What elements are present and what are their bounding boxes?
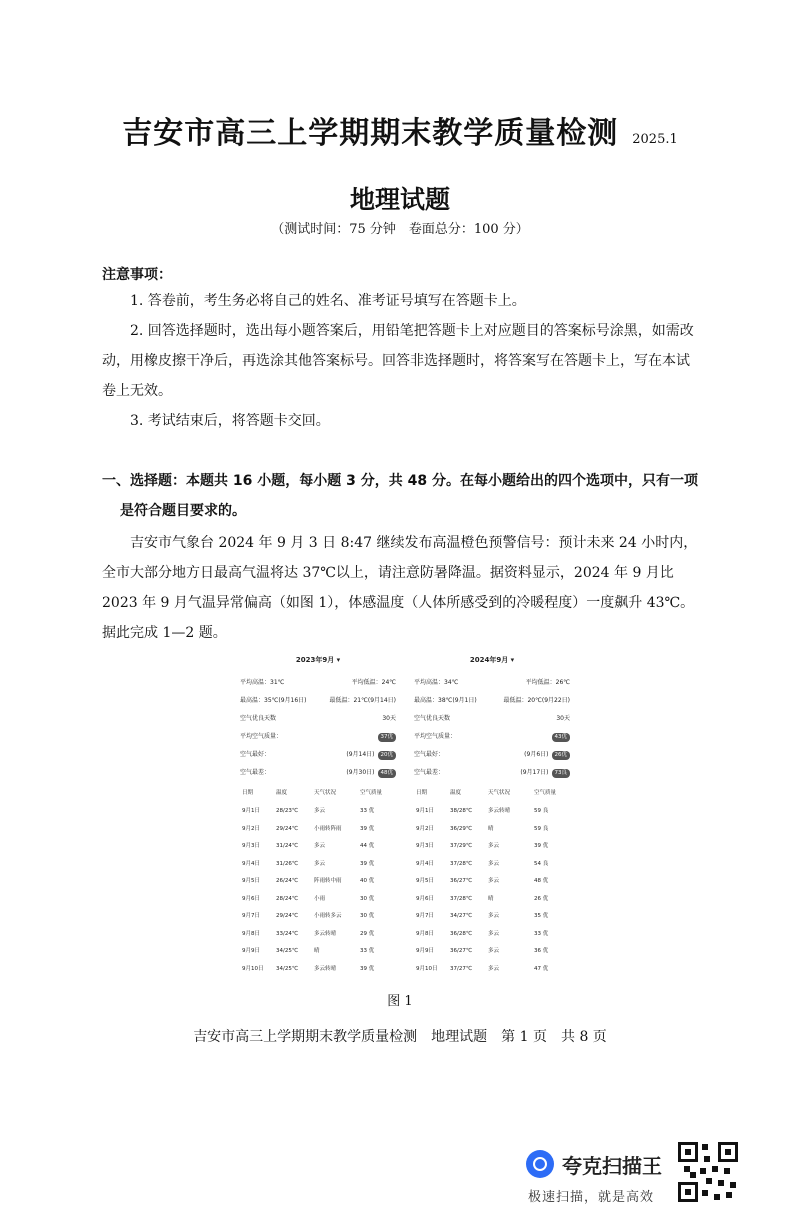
table-row (412, 963, 572, 975)
table-header (238, 787, 398, 799)
cell-weather: 多云 (488, 860, 500, 867)
cell-aq: 29 优 (360, 930, 375, 937)
cell-temp: 37/28℃ (450, 895, 473, 902)
cell-date: 9月4日 (242, 860, 260, 867)
cell-date: 9月10日 (242, 965, 264, 972)
cell-temp: 34/25℃ (276, 965, 299, 972)
cell-weather: 多云转晴 (488, 808, 511, 814)
worst-aq-date: (9月30日) (346, 769, 375, 776)
good-days-label: 空气优良天数 (240, 715, 277, 722)
extreme-temp-row (412, 695, 572, 707)
th-weather: 天气状况 (488, 790, 511, 796)
cell-date: 9月5日 (242, 878, 260, 884)
cell-aq: 33 优 (360, 808, 375, 814)
quark-logo-icon (526, 1150, 554, 1178)
table-row (238, 823, 398, 835)
best-aq-date: (9月14日) (346, 751, 375, 758)
cell-temp: 28/23℃ (276, 808, 299, 814)
cell-date: 9月3日 (416, 843, 434, 849)
avg-aq-label: 平均空气质量： (240, 733, 283, 740)
table-row (412, 858, 572, 870)
avg-aq-badge: 37优 (378, 733, 397, 742)
avg-temp-row (238, 677, 398, 689)
table-row (412, 893, 572, 905)
good-days-value: 30天 (382, 715, 396, 722)
th-temp: 温度 (276, 790, 288, 796)
cell-weather: 小雨转阵雨 (314, 825, 342, 832)
cell-weather: 多云 (314, 843, 326, 849)
good-days-label: 空气优良天数 (414, 715, 451, 722)
cell-date: 9月10日 (416, 965, 438, 972)
table-row (238, 963, 398, 975)
th-temp: 温度 (450, 790, 462, 796)
cell-aq: 39 优 (360, 825, 375, 832)
min-low: 最低温：20℃(9月22日) (503, 697, 570, 704)
exam-date: 2025.1 (632, 132, 678, 147)
notice-item-1: 1. 答卷前，考生务必将自己的姓名、准考证号填写在答题卡上。 (130, 293, 526, 309)
cell-aq: 59 良 (534, 808, 549, 814)
cell-aq: 26 优 (534, 895, 549, 902)
worst-aq-row (238, 767, 398, 779)
max-high: 最高温：35℃(9月16日) (240, 697, 307, 704)
table-row (238, 893, 398, 905)
cell-date: 9月2日 (242, 825, 260, 832)
best-aq-label: 空气最好： (240, 751, 271, 758)
figure-1 (232, 655, 576, 977)
worst-aq-badge: 48优 (378, 769, 397, 778)
avg-aq-row (412, 731, 572, 743)
table-row (412, 875, 572, 887)
cell-date: 9月7日 (242, 913, 260, 919)
cell-aq: 39 优 (360, 860, 375, 867)
main-title (0, 108, 800, 152)
cell-weather: 多云 (314, 860, 326, 867)
cell-aq: 33 优 (534, 930, 549, 937)
cell-temp: 38/28℃ (450, 808, 473, 814)
qr-code-icon (678, 1142, 738, 1202)
cell-weather: 多云 (488, 965, 500, 972)
cell-aq: 30 优 (360, 913, 375, 919)
worst-aq-date: (9月17日) (520, 769, 549, 776)
table-row (412, 945, 572, 957)
cell-weather: 小雨转多云 (314, 913, 342, 919)
cell-weather: 多云 (488, 948, 500, 954)
cell-weather: 多云 (488, 878, 500, 884)
avg-high: 平均高温：34℃ (414, 679, 459, 686)
cell-temp: 36/28℃ (450, 930, 473, 937)
cell-temp: 29/24℃ (276, 825, 299, 832)
cell-weather: 晴 (314, 948, 320, 954)
min-low: 最低温：21℃(9月14日) (329, 697, 396, 704)
table-row (238, 805, 398, 817)
th-date: 日期 (242, 790, 254, 796)
cell-date: 9月1日 (242, 808, 260, 814)
cell-weather: 多云 (314, 808, 326, 814)
table-row (238, 858, 398, 870)
cell-weather: 多云 (488, 930, 500, 937)
cell-aq: 40 优 (360, 878, 375, 884)
cell-date: 9月4日 (416, 860, 434, 867)
notice-item-2: 2. 回答选择题时，选出每小题答案后，用铅笔把答题卡上对应题目的答案标号涂黑，如需改动，用橡皮擦干净后，再选涂其他答案标号。回答非选择题时，将答案写在答题卡上，写在本试卷上无效。 (102, 323, 694, 399)
table-row (412, 928, 572, 940)
watermark-slogan: 极速扫描，就是高效 (528, 1190, 655, 1205)
avg-temp-row (412, 677, 572, 689)
cell-weather: 多云转晴 (314, 930, 337, 937)
best-aq-label: 空气最好： (414, 751, 445, 758)
main-title-text: 吉安市高三上学期期末教学质量检测 (122, 116, 619, 151)
th-weather: 天气状况 (314, 790, 337, 796)
cell-temp: 26/24℃ (276, 878, 299, 884)
avg-low: 平均低温：26℃ (525, 679, 570, 686)
cell-temp: 28/24℃ (276, 895, 299, 902)
table-row (412, 910, 572, 922)
cell-aq: 44 优 (360, 843, 375, 849)
cell-aq: 54 良 (534, 860, 549, 867)
cell-temp: 34/27℃ (450, 913, 473, 919)
cell-aq: 36 优 (534, 948, 549, 954)
worst-aq-label: 空气最差： (414, 769, 445, 776)
worst-aq-badge: 73良 (552, 769, 571, 778)
cell-date: 9月1日 (416, 808, 434, 814)
best-aq-row (238, 749, 398, 761)
table-row (238, 910, 398, 922)
watermark-name: 夸克扫描王 (562, 1154, 662, 1178)
cell-temp: 37/28℃ (450, 860, 473, 867)
good-days-row (238, 713, 398, 725)
worst-aq-row (412, 767, 572, 779)
cell-date: 9月6日 (242, 895, 260, 902)
extreme-temp-row (238, 695, 398, 707)
th-date: 日期 (416, 790, 428, 796)
panel-2024 (412, 655, 572, 975)
cell-temp: 36/27℃ (450, 878, 473, 884)
cell-aq: 30 优 (360, 895, 375, 902)
best-aq-badge: 26优 (552, 751, 571, 760)
best-aq-row (412, 749, 572, 761)
cell-temp: 37/27℃ (450, 965, 473, 972)
section-heading-text: 一、选择题：本题共 16 小题，每小题 3 分，共 48 分。在每小题给出的四个选项中，只有一项是符合题目要求的。 (102, 473, 698, 519)
cell-weather: 多云 (488, 913, 500, 919)
cell-temp: 33/24℃ (276, 930, 299, 937)
cell-aq: 47 优 (534, 965, 549, 972)
cell-date: 9月6日 (416, 895, 434, 902)
cell-temp: 37/29℃ (450, 843, 473, 849)
avg-low: 平均低温：24℃ (351, 679, 396, 686)
avg-aq-row (238, 731, 398, 743)
notice-item-3: 3. 考试结束后，将答题卡交回。 (130, 413, 330, 429)
worst-aq-label: 空气最差： (240, 769, 271, 776)
cell-aq: 39 优 (534, 843, 549, 849)
cell-date: 9月8日 (416, 930, 434, 937)
page-footer: 吉安市高三上学期期末教学质量检测 地理试题 第 1 页 共 8 页 (193, 1029, 607, 1045)
table-row (238, 945, 398, 957)
panel-header-2023[interactable]: 2023年9月 ▾ (295, 656, 341, 664)
cell-aq: 59 良 (534, 825, 549, 832)
notice-heading: 注意事项： (102, 267, 172, 283)
cell-weather: 晴 (488, 825, 494, 832)
panel-2023 (238, 655, 398, 975)
table-row (412, 823, 572, 835)
table-row (412, 805, 572, 817)
th-aq: 空气质量 (360, 790, 383, 796)
cell-temp: 29/24℃ (276, 913, 299, 919)
avg-aq-badge: 43优 (552, 733, 571, 742)
cell-aq: 33 优 (360, 948, 375, 954)
cell-temp: 31/26℃ (276, 860, 299, 867)
table-row (238, 840, 398, 852)
avg-aq-label: 平均空气质量： (414, 733, 457, 740)
cell-date: 9月8日 (242, 930, 260, 937)
cell-date: 9月7日 (416, 913, 434, 919)
best-aq-badge: 20优 (378, 751, 397, 760)
section-heading (102, 466, 698, 526)
cell-temp: 31/24℃ (276, 843, 299, 849)
cell-weather: 晴 (488, 895, 494, 902)
cell-date: 9月5日 (416, 878, 434, 884)
good-days-value: 30天 (556, 715, 570, 722)
cell-weather: 多云 (488, 843, 500, 849)
cell-date: 9月9日 (416, 948, 434, 954)
cell-temp: 34/25℃ (276, 948, 299, 954)
exam-info: （测试时间：75 分钟 卷面总分：100 分） (271, 222, 529, 237)
cell-weather: 多云转晴 (314, 965, 337, 972)
cell-temp: 36/27℃ (450, 948, 473, 954)
passage: 吉安市气象台 2024 年 9 月 3 日 8:47 继续发布高温橙色预警信号：预计未来 24 小时内，全市大部分地方日最高气温将达 37℃以上，请注意防暑降温。据资料显示，2024 年 9 月比 2023 年 9 月气温异常偏高（如图 1），体感温度（人体所感受到的冷暖程度）一度飙升 43℃。据此完成 1—2 题。 (102, 535, 698, 641)
avg-high: 平均高温：31℃ (240, 679, 285, 686)
cell-weather: 小雨 (314, 895, 326, 902)
cell-date: 9月2日 (416, 825, 434, 832)
table-row (238, 928, 398, 940)
max-high: 最高温：38℃(9月1日) (414, 697, 477, 704)
th-aq: 空气质量 (534, 790, 557, 796)
cell-aq: 35 优 (534, 913, 549, 919)
cell-aq: 48 优 (534, 878, 549, 884)
cell-date: 9月3日 (242, 843, 260, 849)
table-row (412, 840, 572, 852)
table-row (238, 875, 398, 887)
cell-temp: 36/29℃ (450, 825, 473, 832)
panel-header-2024[interactable]: 2024年9月 ▾ (469, 656, 515, 664)
subject-title: 地理试题 (349, 185, 450, 214)
cell-aq: 39 优 (360, 965, 375, 972)
cell-date: 9月9日 (242, 948, 260, 954)
table-header (412, 787, 572, 799)
cell-weather: 阵雨转中雨 (314, 878, 342, 884)
figure-caption: 图 1 (387, 994, 413, 1009)
good-days-row (412, 713, 572, 725)
best-aq-date: (9月6日) (524, 751, 549, 758)
